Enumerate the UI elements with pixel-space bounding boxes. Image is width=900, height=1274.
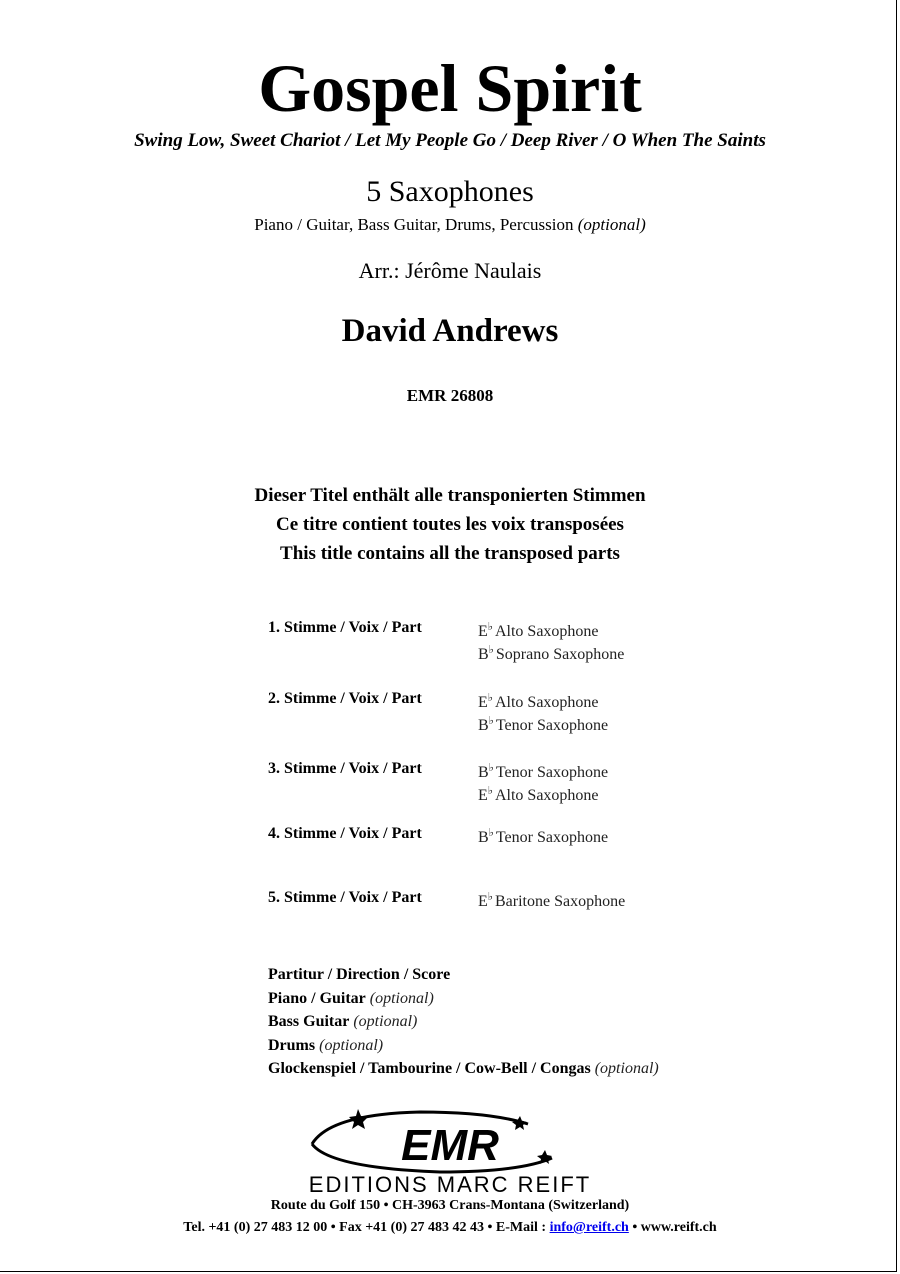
star-icon bbox=[349, 1109, 368, 1129]
extra-item: Glockenspiel / Tambourine / Cow-Bell / Congas (optional) bbox=[268, 1060, 659, 1077]
part-instrument: B♭ Tenor Saxophone bbox=[478, 715, 609, 734]
star-icon bbox=[512, 1116, 527, 1130]
flat-icon: ♭ bbox=[488, 715, 494, 727]
part-instrument: E♭ Alto Saxophone bbox=[478, 621, 599, 640]
part-label: 3. Stimme / Voix / Part bbox=[268, 760, 422, 777]
part-instrument: E♭ Alto Saxophone bbox=[478, 692, 599, 711]
flat-icon: ♭ bbox=[487, 891, 493, 903]
transposed-parts-notice bbox=[0, 481, 900, 568]
part-label: 5. Stimme / Voix / Part bbox=[268, 889, 422, 906]
subtitle: Swing Low, Sweet Chariot / Let My People Go / Deep River / O When The Saints bbox=[134, 130, 766, 151]
extra-item: Piano / Guitar (optional) bbox=[268, 989, 434, 1007]
instrumentation bbox=[0, 213, 900, 237]
composer: David Andrews bbox=[341, 313, 559, 349]
flat-icon: ♭ bbox=[488, 827, 494, 839]
publisher-name: EDITIONS MARC REIFT bbox=[308, 1172, 592, 1197]
instrumentation-main: Piano / Guitar, Bass Guitar, Drums, Percussion bbox=[254, 215, 574, 234]
part-instruments bbox=[478, 759, 608, 805]
part-instrument: B♭ Tenor Saxophone bbox=[478, 762, 609, 781]
part-instrument: E♭ Alto Saxophone bbox=[478, 785, 599, 804]
page-title: Gospel Spirit bbox=[258, 50, 642, 126]
extra-item: Partitur / Direction / Score bbox=[268, 966, 451, 983]
email-link[interactable]: info@reift.ch bbox=[549, 1220, 629, 1235]
notice-de: Dieser Titel enthält alle transponierten Stimmen bbox=[254, 485, 646, 506]
extra-item: Bass Guitar (optional) bbox=[268, 1013, 418, 1030]
publisher-address: Route du Golf 150 • CH-3963 Crans-Montana (Switzerland) bbox=[270, 1198, 630, 1213]
part-label: 4. Stimme / Voix / Part bbox=[268, 825, 422, 842]
part-instrument: B♭ Soprano Saxophone bbox=[478, 644, 625, 663]
part-instruments bbox=[478, 888, 625, 911]
publisher-contact bbox=[0, 1220, 900, 1236]
notice-en: This title contains all the transposed parts bbox=[280, 543, 620, 564]
catalog-number: EMR 26808 bbox=[406, 386, 494, 405]
flat-icon: ♭ bbox=[487, 692, 493, 704]
part-instruments bbox=[478, 689, 608, 735]
website-text: • www.reift.ch bbox=[628, 1220, 717, 1235]
notice-fr: Ce titre contient toutes les voix transposées bbox=[276, 514, 624, 535]
flat-icon: ♭ bbox=[487, 785, 493, 797]
ensemble: 5 Saxophones bbox=[366, 175, 534, 208]
contact-text: Tel. +41 (0) 27 483 12 00 • Fax +41 (0) 27 483 42 43 • E-Mail : bbox=[183, 1220, 550, 1235]
part-instruments bbox=[478, 618, 624, 664]
part-instrument: E♭ Baritone Saxophone bbox=[478, 891, 626, 910]
part-instrument: B♭ Tenor Saxophone bbox=[478, 827, 609, 846]
extra-item: Drums (optional) bbox=[268, 1036, 384, 1054]
arranger: Arr.: Jérôme Naulais bbox=[358, 258, 542, 283]
part-label: 2. Stimme / Voix / Part bbox=[268, 690, 422, 707]
flat-icon: ♭ bbox=[488, 762, 494, 774]
part-instruments bbox=[478, 824, 608, 847]
flat-icon: ♭ bbox=[488, 644, 494, 656]
logo-text: EMR bbox=[401, 1121, 499, 1170]
part-label: 1. Stimme / Voix / Part bbox=[268, 619, 422, 636]
additional-parts bbox=[268, 963, 659, 1081]
flat-icon: ♭ bbox=[487, 621, 493, 633]
instrumentation-optional: (optional) bbox=[577, 215, 646, 234]
